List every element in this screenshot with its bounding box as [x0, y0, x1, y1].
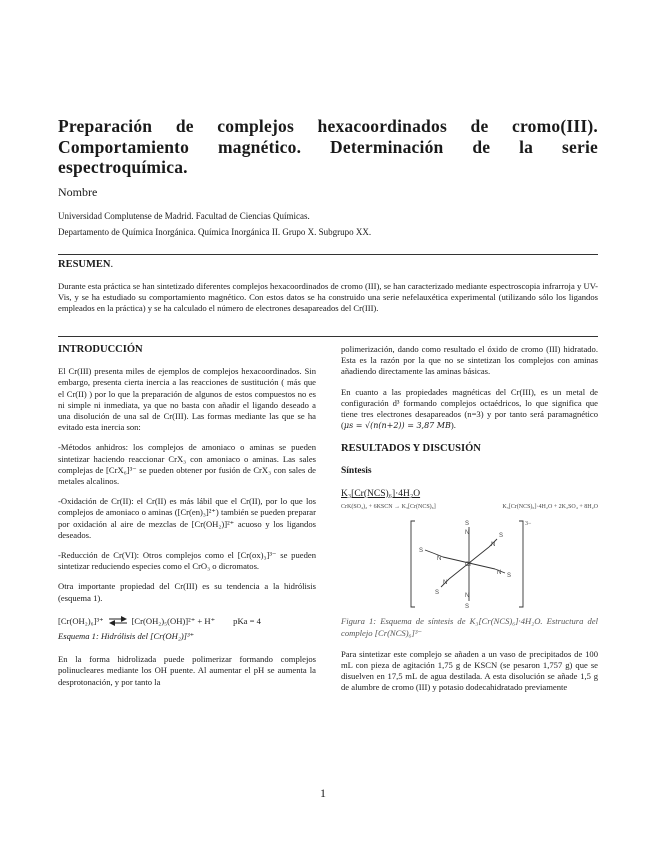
- hydrolysis-equation: [58, 616, 316, 627]
- abstract-heading: RESUMEN.: [58, 259, 114, 270]
- ligand-atom-n4: N: [443, 580, 448, 587]
- complex-charge: 3−: [525, 521, 532, 528]
- ligand-atom-s6: S: [465, 604, 470, 611]
- affiliation-line-1: Universidad Complutense de Madrid. Facultad de Ciencias Químicas.: [58, 211, 310, 221]
- intro-paragraph-5: Otra importante propiedad del Cr(III) es su tendencia a la hidrólisis (esquema 1).: [58, 581, 316, 603]
- intro-paragraph-4: -Reducción de Cr(VI): Otros complejos como el [Cr(ox)₃]³⁻ se pueden sintetizar reduciendo especies como el CrO₃ o dicromatos.: [58, 550, 316, 572]
- author-name: Nombre: [58, 185, 98, 199]
- ligand-atom-s4: S: [435, 590, 440, 597]
- equilibrium-arrows-icon: [108, 616, 128, 626]
- synthesis-heading: Síntesis: [341, 465, 372, 476]
- complex-structure-figure: [341, 515, 598, 611]
- right-paragraph-3: Para sintetizar este complejo se añaden a un vaso de precipitados de 100 mL con pieza de agitación 1,75 g de KSCN (se pesaron 1,757 g) que se disuelven en 17,5 mL de agua destilada. A esta disolución se añade 1,5 g de alumbre de cromo (III) y potasio dodecahidratado previamente: [341, 648, 598, 693]
- ligand-atom-s5: S: [499, 533, 504, 540]
- right-column: [341, 344, 598, 703]
- ligand-atom-n2: N: [437, 556, 442, 563]
- reaction-scheme: [341, 502, 598, 513]
- equation-left: [Cr(OH₂)₆]³⁺: [58, 615, 104, 626]
- equation-pka: pKa = 4: [233, 615, 261, 626]
- intro-heading: INTRODUCCIÓN: [58, 344, 143, 355]
- magnetic-moment-formula: μs = √(n(n+2)) = 3,87 MB: [343, 421, 451, 431]
- ligand-atom-s3: S: [507, 573, 512, 580]
- ligand-atom-s1: S: [465, 521, 470, 528]
- figure-caption: Figura 1: Esquema de síntesis de K₃[Cr(NCS)₆]·4H₂O. Estructura del complejo [Cr(NCS)₆]³⁻: [341, 616, 598, 638]
- right-paragraph-2: En cuanto a las propiedades magnéticas del Cr(III), es un metal de configuración d³ formando complejos octaédricos, lo que significa que tiene tres electrones desapareados (n=3) y por tanto será paramagnético (μs = √(n(n+2)) = 3,87 MB).: [341, 386, 598, 431]
- right-paragraph-1: polimerización, dando como resultado el óxido de cromo (III) hidratado. Esta es la razón por la que no se sintetizan los complejos con aminas añadiendo directamente las aminas básicas.: [341, 344, 598, 377]
- paper-title: Preparación de complejos hexacoordinados de cromo(III). Comportamiento magnético. Determinación de la serie espectroquímica.: [58, 116, 598, 177]
- ligand-atom-n6: N: [465, 593, 470, 600]
- equation-right: [Cr(OH₂)₅(OH)]²⁺ + H⁺: [131, 615, 216, 626]
- divider-bottom: [58, 336, 598, 337]
- reaction-right: K₃[Cr(NCS)₆]·4H₂O + 2K₂SO₄ + 8H₂O: [502, 504, 598, 511]
- ligand-atom-n1: N: [465, 530, 470, 537]
- ligand-atom-n3: N: [497, 570, 502, 577]
- intro-paragraph-6: En la forma hidrolizada puede polimerizar formando complejos polinucleares mediante los OH puente. Al aumentar el pH se aumenta la desprotonación, y por tanto la: [58, 654, 316, 687]
- compound-formula: K₃[Cr(NCS)₆]·4H₂O: [341, 488, 421, 499]
- intro-paragraph-3: -Oxidación de Cr(II): el Cr(II) es más lábil que el Cr(II), por lo que los complejos de amoniaco o aminas ([Cr(en)₃]²⁺) también se pueden preparar por oxidación al aire de mezclas de [Cr(OH₂)]²⁺ acuoso y los ligandos deseados.: [58, 496, 316, 540]
- ligand-atom-s2: S: [419, 548, 424, 555]
- page-number: 1: [320, 786, 326, 800]
- results-heading: RESULTADOS Y DISCUSIÓN: [341, 443, 481, 455]
- reaction-left: CrK(SO₄)₂ + 6KSCN → K₃[Cr(NCS)₆]: [341, 504, 436, 511]
- metal-atom-label: Cr: [465, 562, 472, 569]
- left-column: [58, 344, 316, 697]
- affiliation-line-2: Departamento de Química Inorgánica. Química Inorgánica II. Grupo X. Subgrupo XX.: [58, 227, 372, 237]
- scheme-caption: Esquema 1: Hidrólisis del [Cr(OH₂)]³⁺: [58, 631, 195, 642]
- intro-paragraph-1: El Cr(III) presenta miles de ejemplos de complejos hexacoordinados. Sin embargo, presenta cierta inercia a las reacciones de sustitución ( más que el Cr(II) ) por lo que la preparación de algunos de estos compuestos no es ni simple ni inmediata, ya que no basta con añadir el ligando deseado a una disolución de una sal de Cr(III). Las formas mediante las que se ha evitado esta inercia son:: [58, 366, 316, 433]
- intro-paragraph-2: -Métodos anhidros: los complejos de amoniaco o aminas se pueden sintetizar haciendo reaccionar CrX₃ con amoniaco o aminas. Las sales complejas de [CrX₆]³⁻ se pueden obtener por fusión de CrX₃ con sales de metales alcalinos.: [58, 442, 316, 487]
- abstract-text: Durante esta práctica se han sintetizado diferentes complejos hexacoordinados de cromo (III), se han caracterizado mediante espectroscopia infrarroja y UV-Vis, y se ha estudiado su comportamiento magnético. Con estos datos se ha construido una serie nefelauxética experimental (utilizando sólo los ligandos empleados en la práctica) y se ha calculado el número de electrones desapareados del Cr(III).: [58, 281, 598, 314]
- ligand-atom-n5: N: [491, 542, 496, 549]
- divider-top: [58, 254, 598, 255]
